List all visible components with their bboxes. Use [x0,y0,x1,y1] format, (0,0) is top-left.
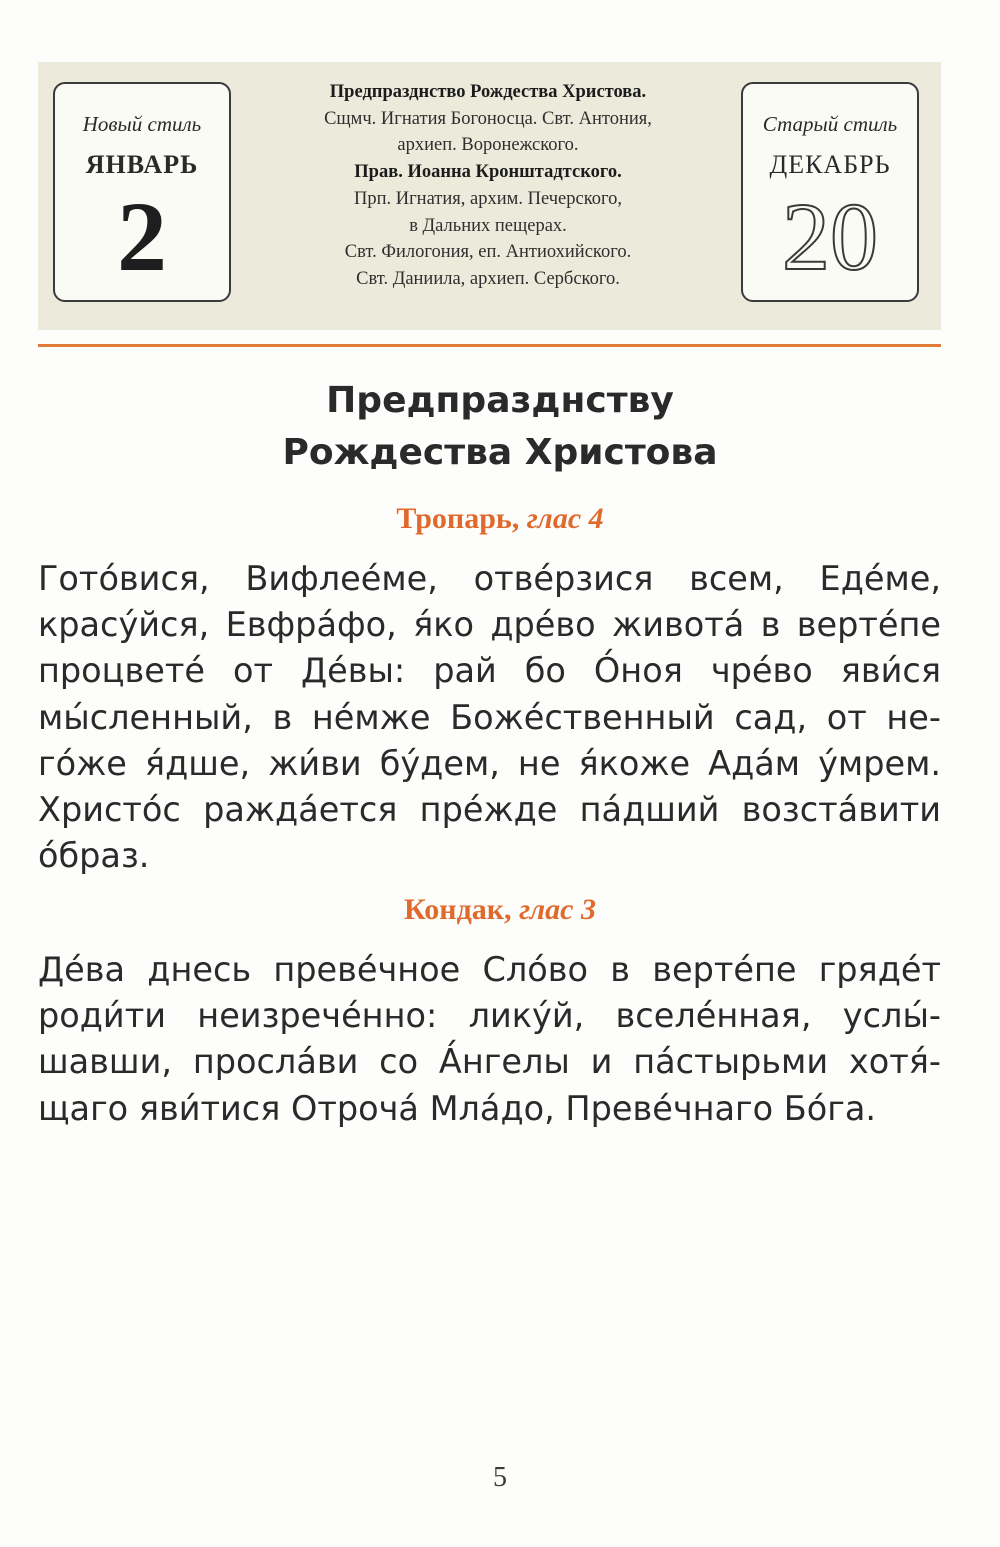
old-style-label: Старый стиль [762,112,898,136]
text-line: красу́йся, Евфра́фо, я́ко дре́во живота́ в верте́пе [38,605,941,645]
saints-line: Прп. Игнатия, архим. Печерского, [353,188,623,209]
header-divider [38,344,941,347]
text-line: мы́сленный, в не́мже Боже́ственный сад, от не- [38,697,941,737]
text-line: щаго яви́тися Отроча́ Мла́до, Преве́чнаго Бо́га. [38,1088,877,1128]
old-style-day: 20 [782,183,878,290]
page-title-line-1: Предпразднству [326,380,674,421]
text-line: роди́ти неизрече́нно: лику́й, вселе́нная, услы́- [38,996,941,1036]
troparion-label: Тропарь, [396,502,520,535]
saints-line: Предпразднство Рождества Христова. [329,82,647,102]
new-style-label: Новый стиль [82,112,202,136]
text-line: о́браз. [38,836,150,876]
saints-line: Свт. Даниила, архиеп. Сербского. [356,268,620,289]
new-style-date-box [53,82,231,302]
kontakion-heading [0,893,1000,927]
text-line: го́же я́дше, жи́ви бу́дем, не я́коже Ада́м у́мрем. [38,743,941,783]
new-style-month: ЯНВАРЬ [85,150,199,179]
saints-line: архиеп. Воронежского. [397,135,579,156]
kontakion-tone: глас 3 [519,893,596,926]
kontakion-label: Кондак, [404,893,512,926]
kontakion-text [38,947,941,1132]
text-line: Де́ва днесь преве́чное Сло́во в верте́пе гряде́т [38,950,941,989]
page-title-line-2: Рождества Христова [282,432,718,473]
text-line: Гото́вися, Вифлее́ме, отве́рзися всем, Еде́ме, [38,559,941,598]
saints-list [248,79,728,293]
old-style-date-box [741,82,919,302]
troparion-tone: глас 4 [526,502,604,535]
old-style-month: ДЕКАБРЬ [769,150,891,179]
calendar-header [38,62,941,330]
text-line: Христо́с ражда́ется пре́жде па́дший возста́вити [38,790,941,830]
text-line: шавши, просла́ви со А́нгелы и па́стырьми хотя́- [38,1042,941,1082]
new-style-day: 2 [117,181,167,292]
troparion-heading [0,502,1000,536]
saints-line: Свт. Филогония, еп. Антиохийского. [344,242,632,263]
page-number: 5 [493,1462,507,1493]
saints-line: Прав. Иоанна Кронштадтского. [354,162,622,183]
saints-line: в Дальних пещерах. [409,215,567,236]
troparion-text [38,556,941,879]
saints-line: Сщмч. Игнатия Богоносца. Свт. Антония, [324,108,652,129]
text-line: процвете́ от Де́вы: рай бо О́ноя чре́во яви́ся [38,651,941,691]
